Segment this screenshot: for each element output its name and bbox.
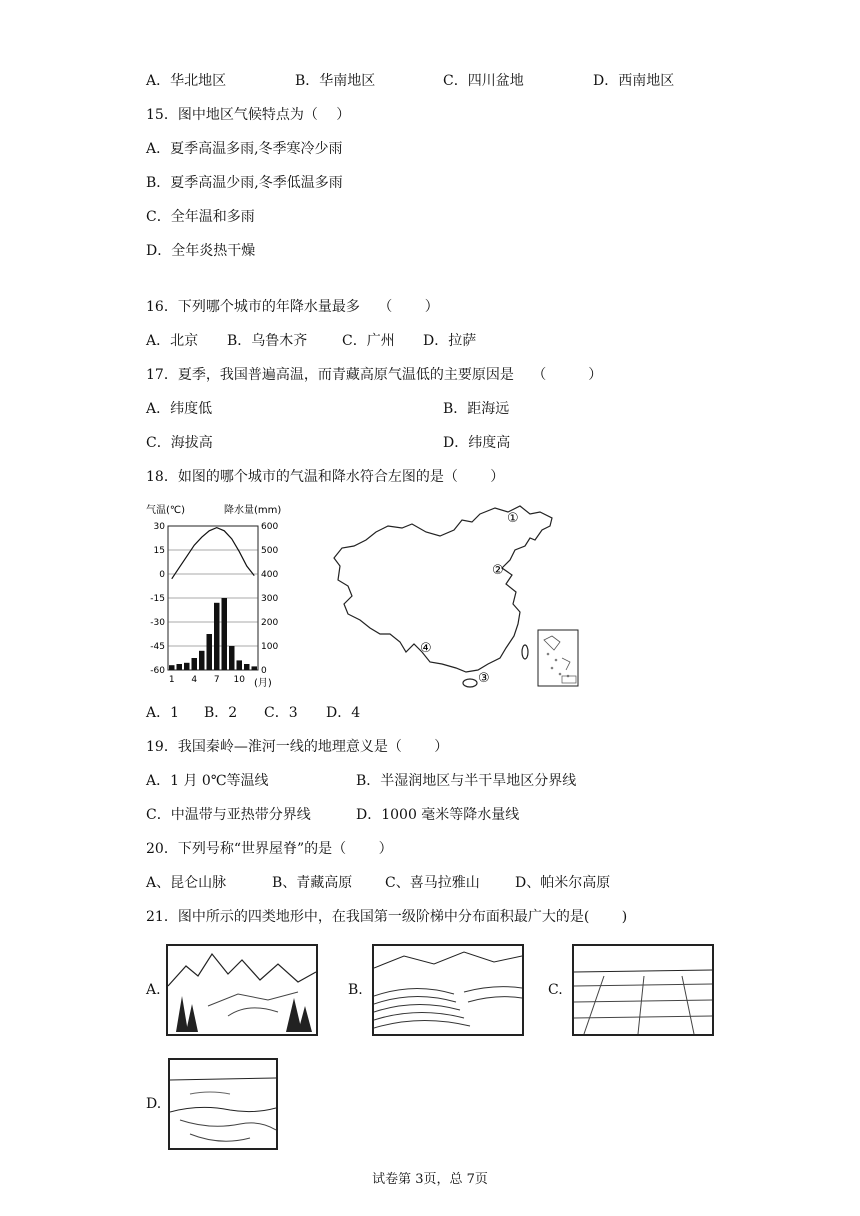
precip-tick-label: 100: [261, 642, 279, 652]
q16-option-a: A．北京: [146, 333, 199, 349]
q14-option-d: D．西南地区: [593, 73, 675, 89]
hainan-island: [463, 679, 477, 687]
precip-bar: [252, 666, 258, 670]
q21-label-d: D.: [146, 1096, 162, 1112]
china-outline: [334, 506, 552, 672]
q15-option-d: D．全年炎热干燥: [146, 243, 256, 259]
precip-tick-label: 0: [261, 666, 267, 676]
map-label-1: ①: [507, 511, 519, 526]
precip-bar: [169, 665, 175, 670]
q16-option-b: B．乌鲁木齐: [227, 333, 308, 349]
q18-stem: 18．如图的哪个城市的气温和降水符合左图的是（ ）: [146, 469, 505, 485]
q18-option-a: A．1: [146, 705, 180, 721]
q19-option-a: A．1 月 0℃等温线: [146, 773, 269, 789]
q21-label-a: A.: [146, 982, 161, 998]
precip-tick-label: 600: [261, 522, 279, 532]
q15-option-a: A．夏季高温多雨,冬季寒冷少雨: [146, 141, 343, 157]
map-label-4: ④: [420, 641, 432, 656]
q17-option-a: A．纬度低: [146, 401, 213, 417]
q21-label-c: C.: [548, 982, 563, 998]
precip-bar: [184, 663, 190, 670]
page-footer: 试卷第 3页，总 7页: [372, 1172, 488, 1187]
q17-stem: 17．夏季，我国普遍高温，而青藏高原气温低的主要原因是 （ ）: [146, 367, 603, 383]
taiwan-island: [522, 645, 528, 659]
precip-tick-label: 300: [261, 594, 279, 604]
q15-option-b: B．夏季高温少雨,冬季低温多雨: [146, 175, 343, 191]
map-label-3: ③: [478, 671, 490, 686]
month-tick-label: 7: [213, 675, 220, 685]
precip-bar: [177, 664, 183, 670]
q18-option-b: B．2: [204, 705, 238, 721]
q20-stem: 20．下列号称“世界屋脊”的是（ ）: [146, 841, 393, 857]
q20-option-b: B、青藏高原: [272, 875, 353, 891]
q18-option-c: C．3: [264, 705, 298, 721]
precip-bar: [192, 658, 198, 670]
temp-tick-label: -30: [150, 618, 165, 628]
temp-tick-label: -45: [150, 642, 165, 652]
q17-option-b: B．距海远: [443, 401, 510, 417]
temp-tick-label: -60: [150, 666, 165, 676]
q20-option-a: A、昆仑山脉: [146, 875, 227, 891]
landform-image-b-terraces: [372, 944, 524, 1036]
q18-option-d: D．4: [326, 705, 361, 721]
q17-option-c: C．海拔高: [146, 435, 213, 451]
precip-bar: [237, 660, 243, 670]
climate-chart: [142, 500, 302, 695]
q14-option-c: C．四川盆地: [443, 73, 524, 89]
q16-stem: 16．下列哪个城市的年降水量最多 （ ）: [146, 299, 439, 315]
q19-option-b: B．半湿润地区与半干旱地区分界线: [356, 773, 577, 789]
landform-image-c-plains: [572, 944, 714, 1036]
south-sea-inset: [538, 630, 578, 686]
q19-option-c: C．中温带与亚热带分界线: [146, 807, 311, 823]
q16-option-d: D．拉萨: [423, 333, 477, 349]
month-tick-label: 1: [168, 675, 175, 685]
temp-line: [172, 528, 255, 579]
q21-label-b: B.: [348, 982, 363, 998]
q21-stem: 21．图中所示的四类地形中，在我国第一级阶梯中分布面积最广大的是( ): [146, 909, 628, 925]
precip-bar: [199, 651, 205, 670]
q14-option-a: A．华北地区: [146, 73, 227, 89]
temp-axis-label: 气温(℃): [146, 505, 186, 516]
q16-option-c: C．广州: [342, 333, 395, 349]
q19-option-d: D．1000 毫米等降水量线: [356, 807, 520, 823]
temp-tick-label: 15: [153, 546, 165, 556]
temp-tick-label: 30: [153, 522, 165, 532]
map-label-2: ②: [492, 563, 504, 578]
q14-option-b: B．华南地区: [295, 73, 376, 89]
q20-option-c: C、喜马拉雅山: [385, 875, 480, 891]
q20-option-d: D、帕米尔高原: [515, 875, 611, 891]
china-map: [330, 500, 590, 695]
q17-option-d: D．纬度高: [443, 435, 511, 451]
landform-image-d-plateau: [168, 1058, 278, 1150]
precip-bar: [214, 603, 220, 670]
landform-image-a-mountains: [166, 944, 318, 1036]
precip-bar: [207, 634, 213, 670]
precip-tick-label: 500: [261, 546, 279, 556]
precip-tick-label: 200: [261, 618, 279, 628]
q15-option-c: C．全年温和多雨: [146, 209, 255, 225]
precip-bar: [222, 598, 228, 670]
month-axis-label: (月): [254, 678, 272, 689]
precip-tick-label: 400: [261, 570, 279, 580]
month-tick-label: 10: [233, 675, 245, 685]
precip-bar: [229, 646, 235, 670]
precip-axis-label: 降水量(mm): [224, 505, 282, 516]
precip-bar: [244, 664, 250, 670]
month-tick-label: 4: [191, 675, 198, 685]
q15-stem: 15．图中地区气候特点为（ ）: [146, 107, 351, 123]
q19-stem: 19．我国秦岭—淮河一线的地理意义是（ ）: [146, 739, 449, 755]
temp-tick-label: -15: [150, 594, 165, 604]
temp-tick-label: 0: [159, 570, 165, 580]
